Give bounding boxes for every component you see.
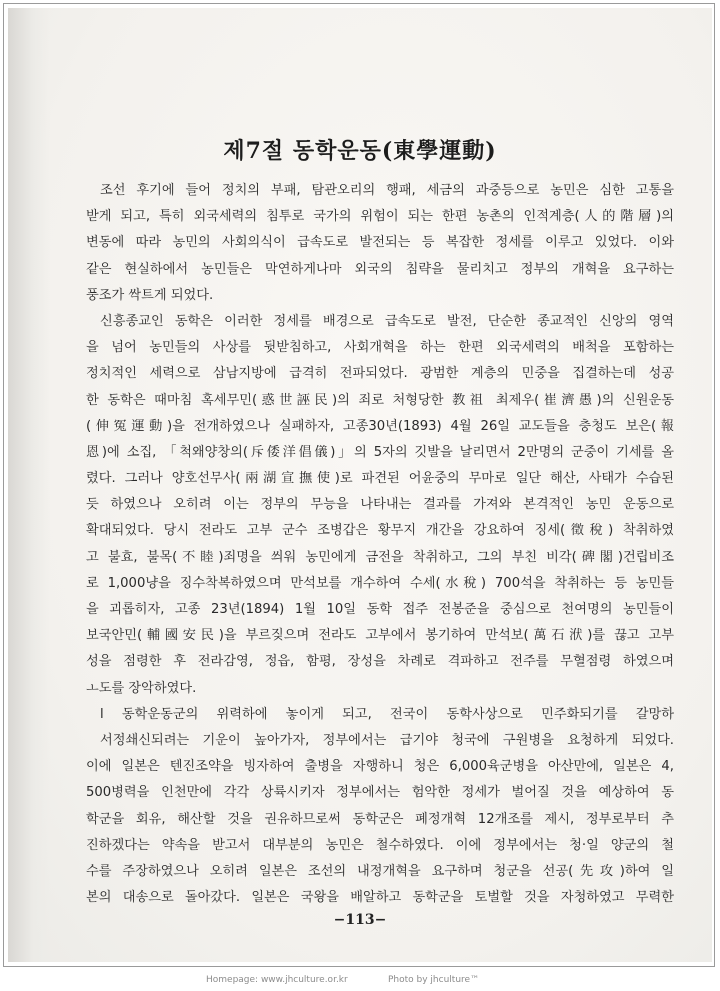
text-line: 듯 하였으나 오히려 이는 정부의 무능을 나타내는 결과를 가져와 본격적인 농민 운동으로	[86, 497, 674, 513]
text-line: 풍조가 싹트게 되었다.	[86, 287, 214, 303]
text-line: 을 넘어 농민들의 사상를 뒷받침하고, 사회개혁을 하는 한편 외국세력의 배척을 포함하는	[86, 340, 674, 356]
text-line: 렸다. 그러나 양호선무사(兩湖宣撫使)로 파견된 어윤중의 무마로 일단 해산, 사태가 수습된	[86, 471, 674, 487]
text-line: (伸冤運動)을 전개하였으나 실패하자, 고종30년(1893) 4월 26일 교도들을 충청도 보은(報	[86, 418, 674, 434]
book-page	[8, 8, 712, 962]
text-line: 진하겠다는 약속을 받고서 대부분의 농민은 철수하였다. 이에 정부에서는 청·일 양군의 철	[86, 837, 674, 853]
section-title: 제7절 동학운동(東學運動)	[223, 138, 497, 164]
text-line: 서정쇄신되려는 기운이 높아가자, 정부에서는 급기야 청국에 구원병을 요청하게 되었다.	[100, 732, 674, 748]
text-line: 받게 되고, 특히 외국세력의 침투로 국가의 위험이 되는 한편 농촌의 인적계층(人的階層)의	[86, 209, 674, 225]
body-text	[86, 178, 674, 911]
text-line: 같은 현실하에서 농민들은 막연하게나마 외국의 침략을 물리치고 정부의 개혁을 요구하는	[86, 261, 674, 277]
text-line: 확대되었다. 당시 전라도 고부 군수 조병갑은 황무지 개간을 강요하여 징세(徵稅) 착취하였	[86, 523, 674, 539]
text-line: 정치적인 세력으로 삼남지방에 급격히 전파되었다. 광범한 계층의 민중을 집결하는데 성공	[86, 366, 674, 382]
text-line: 변동에 따라 농민의 사회의식이 급속도로 발전되는 등 복잡한 정세를 이루고 있었다. 이와	[86, 235, 674, 251]
photo-credit-footer	[0, 975, 720, 991]
text-line: 한 동학은 때마침 혹세무민(惑世誣民)의 죄로 처형당한 教祖 최제우(崔濟愚)의 신원운동	[86, 392, 674, 408]
text-line: 학군을 회유, 해산할 것을 권유하므로써 동학군은 폐정개혁 12개조를 제시, 정부로부터 추	[86, 811, 674, 827]
text-line: 500병력을 인천만에 각각 상륙시키자 정부에서는 험악한 정세가 벌어질 것을 예상하여 동	[86, 785, 674, 801]
homepage-credit: Homepage: www.jhculture.or.kr	[206, 975, 348, 985]
text-line: 보국안민(輔國安民)을 부르짖으며 전라도 고부에서 봉기하여 만석보(萬石洑)를 끊고 고부	[86, 628, 674, 644]
text-line: 을 괴롭히자, 고종 23년(1894) 1월 10일 동학 접주 전봉준을 중심으로 천여명의 농민들이	[86, 602, 674, 617]
text-line: 성을 점령한 후 전라감영, 정읍, 함평, 장성을 차례로 격파하고 전주를 무혈점령 하였으며	[86, 654, 674, 670]
photo-credit: Photo by jhculture™	[388, 975, 480, 985]
text-line: 이에 일본은 텐진조약을 빙자하여 출병을 자행하니 청은 6,000육군병을 아산만에, 일본은 4,	[86, 759, 674, 775]
text-line: 조선 후기에 들어 정치의 부패, 탐관오리의 행패, 세금의 과중등으로 농민은 심한 고통을	[100, 183, 674, 198]
text-line: 수를 주장하였으나 오히려 일본은 조선의 내정개혁을 요구하며 청군을 선공(先攻)하여 일	[86, 863, 674, 879]
page-number: −113−	[333, 912, 387, 928]
text-line: 신흥종교인 동학은 이러한 정세를 배경으로 급속도로 발전, 단순한 종교적인 신앙의 영역	[100, 313, 674, 329]
text-line: 恩)에 소집, 「척왜양창의(斥倭洋倡儀)」의 5자의 깃발을 날리면서 2만명의 군중이 기세를 올	[86, 444, 674, 460]
text-line: l 동학운동군의 위력하에 놓이게 되고, 전국이 동학사상으로 민주화되기를 갈망하	[100, 706, 674, 722]
text-line: 고 불효, 불목(不睦)죄명을 씌워 농민에게 금전을 착취하고, 그의 부친 비각(碑閣)건립비조	[86, 549, 674, 565]
text-line: ㅗ도를 장악하였다.	[86, 680, 197, 696]
text-line: 로 1,000냥을 징수착복하였으며 만석보를 개수하여 수세(水稅) 700석을 착취하는 등 농민들	[86, 575, 674, 591]
text-line: 본의 대송으로 돌아갔다. 일본은 국왕을 배알하고 동학군을 토벌할 것을 자청하였고 무력한	[86, 890, 674, 906]
